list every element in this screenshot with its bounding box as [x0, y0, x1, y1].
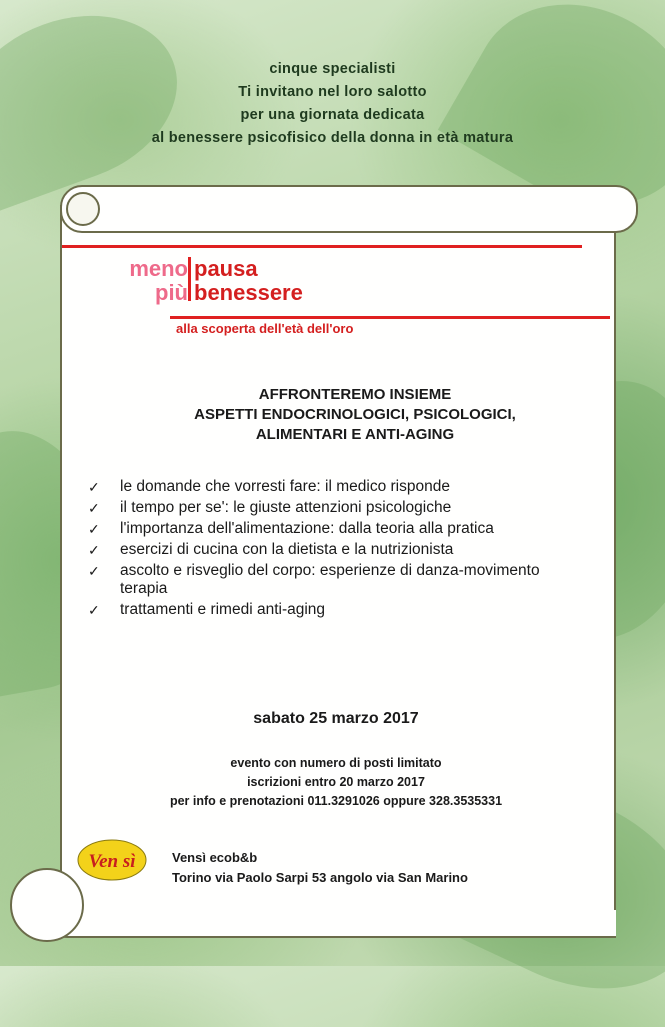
check-icon: ✓ — [88, 479, 100, 495]
list-item — [88, 601, 598, 619]
info-line: evento con numero di posti limitato — [230, 756, 442, 770]
venue-address: Torino via Paolo Sarpi 53 angolo via San Marino — [172, 870, 468, 885]
intro-line: Ti invitano nel loro salotto — [238, 84, 427, 100]
logo-word-benessere: benessere — [194, 280, 303, 305]
list-item-text: ascolto e risveglio del corpo: esperienze di danza-movimento terapia — [120, 562, 540, 597]
intro-line: per una giornata dedicata — [240, 107, 425, 123]
check-icon: ✓ — [88, 602, 100, 618]
logo-word-piu: più — [155, 280, 188, 305]
vensi-logo-text: Ven sì — [88, 851, 136, 872]
list-item-text: trattamenti e rimedi anti-aging — [120, 601, 326, 618]
heading-line: ALIMENTARI E ANTI-AGING — [255, 426, 455, 443]
scroll-curl-icon — [66, 192, 100, 226]
list-item — [88, 520, 598, 538]
topics-heading — [110, 385, 600, 445]
list-item-text: il tempo per se': le giuste attenzioni psicologiche — [120, 499, 452, 516]
info-line: per info e prenotazioni 011.3291026 oppure 328.3535331 — [169, 794, 503, 808]
logo-word-meno: meno — [129, 256, 188, 281]
list-item — [88, 562, 598, 598]
intro-line: al benessere psicofisico della donna in età matura — [151, 130, 514, 146]
list-item — [88, 541, 598, 559]
logo-rule-top — [62, 245, 582, 248]
scroll-top-roll — [60, 185, 638, 233]
logo-rule-vertical — [188, 257, 191, 301]
topic-checklist — [88, 478, 598, 622]
list-item — [88, 478, 598, 496]
scroll-curl-icon — [10, 868, 84, 942]
event-date: sabato 25 marzo 2017 — [253, 710, 419, 727]
heading-line: ASPETTI ENDOCRINOLOGICI, PSICOLOGICI, — [194, 406, 516, 423]
logo-rule-bottom — [170, 316, 610, 319]
logo-tagline: alla scoperta dell'età dell'oro — [176, 321, 354, 336]
check-icon: ✓ — [88, 542, 100, 558]
intro-text — [0, 58, 665, 150]
list-item — [88, 499, 598, 517]
vensi-logo — [76, 838, 148, 882]
check-icon: ✓ — [88, 500, 100, 516]
venue-name: Vensì ecob&b — [172, 850, 258, 865]
list-item-text: esercizi di cucina con la dietista e la nutrizionista — [120, 541, 454, 558]
list-item-text: l'importanza dell'alimentazione: dalla teoria alla pratica — [120, 520, 494, 537]
event-info — [62, 754, 610, 811]
venue-block — [172, 848, 468, 888]
info-line: iscrizioni entro 20 marzo 2017 — [247, 775, 425, 789]
intro-line: cinque specialisti — [269, 61, 396, 77]
logo-word-pausa: pausa — [194, 256, 258, 281]
list-item-text: le domande che vorresti fare: il medico risponde — [120, 478, 450, 495]
check-icon: ✓ — [88, 521, 100, 537]
check-icon: ✓ — [88, 563, 100, 579]
scroll-bottom-roll — [40, 910, 616, 938]
heading-line: AFFRONTEREMO INSIEME — [258, 386, 452, 403]
